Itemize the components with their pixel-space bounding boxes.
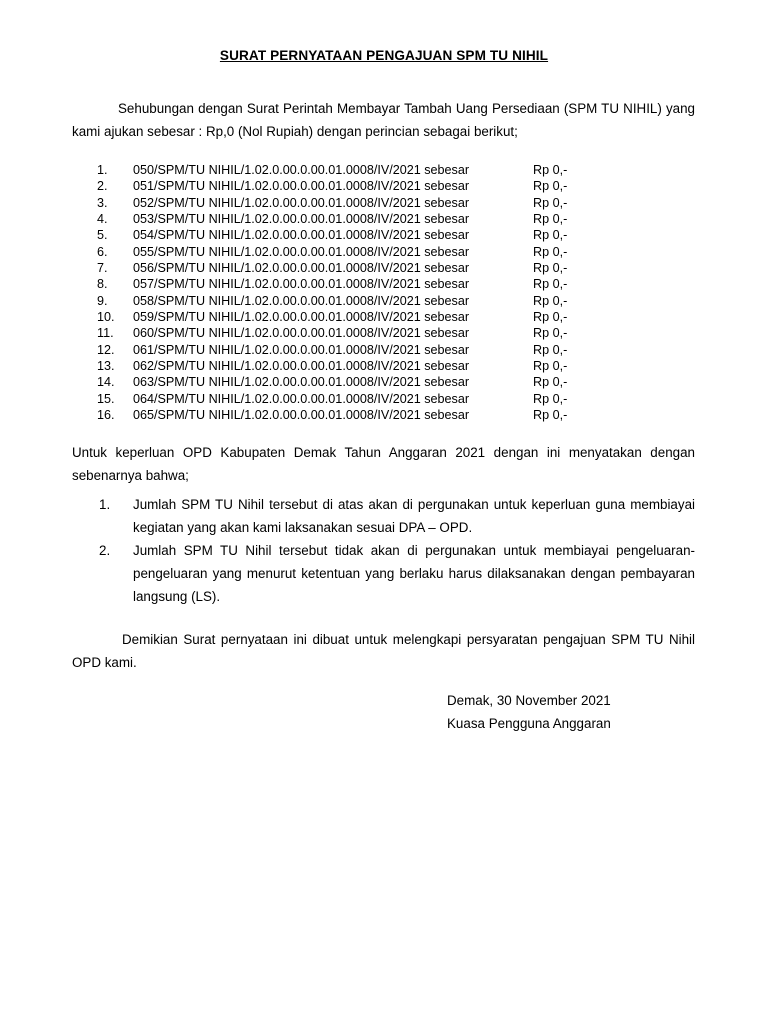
spm-reference: 058/SPM/TU NIHIL/1.02.0.00.0.00.01.0008/IV/2021 sebesar: [133, 293, 470, 308]
spm-reference: 050/SPM/TU NIHIL/1.02.0.00.0.00.01.0008/IV/2021 sebesar: [133, 163, 470, 177]
item-number: 16.: [97, 408, 115, 423]
spm-reference: 061/SPM/TU NIHIL/1.02.0.00.0.00.01.0008/IV/2021 sebesar: [133, 342, 470, 357]
spm-reference: 057/SPM/TU NIHIL/1.02.0.00.0.00.01.0008/IV/2021 sebesar: [133, 277, 470, 292]
spm-amount: Rp 0,-: [533, 293, 568, 308]
spm-amount: Rp 0,-: [533, 195, 568, 210]
list-item: [72, 309, 695, 325]
statement-text: Jumlah SPM TU Nihil tersebut tidak akan di pergunakan untuk membiayai pengeluaran-pengeluaran yang menurut ketentuan yang berlaku harus dilaksanakan dengan pembayaran langsung (LS).: [133, 543, 695, 604]
list-item: [72, 162, 695, 178]
item-number: 4.: [97, 212, 108, 227]
spm-reference: 063/SPM/TU NIHIL/1.02.0.00.0.00.01.0008/IV/2021 sebesar: [133, 375, 470, 390]
list-item: [72, 342, 695, 358]
list-item: [72, 276, 695, 292]
list-item: [72, 293, 695, 309]
item-number: 13.: [97, 359, 115, 374]
list-item: [72, 195, 695, 211]
statement-list: [72, 493, 695, 608]
statement-item: [72, 493, 695, 539]
list-item: [72, 358, 695, 374]
spm-list: [72, 162, 695, 424]
item-number: 15.: [97, 391, 115, 406]
spm-reference: 054/SPM/TU NIHIL/1.02.0.00.0.00.01.0008/IV/2021 sebesar: [133, 228, 470, 243]
spm-reference: 052/SPM/TU NIHIL/1.02.0.00.0.00.01.0008/IV/2021 sebesar: [133, 195, 470, 210]
list-item: [72, 374, 695, 390]
list-item: [72, 391, 695, 407]
spm-amount: Rp 0,-: [533, 342, 568, 357]
place-date: Demak, 30 November 2021: [447, 693, 611, 708]
spm-amount: Rp 0,-: [533, 212, 568, 227]
closing-paragraph: Demikian Surat pernyataan ini dibuat untuk melengkapi persyaratan pengajuan SPM TU Nihil OPD kami.: [72, 632, 695, 670]
spm-amount: Rp 0,-: [533, 228, 568, 243]
list-item: [72, 227, 695, 243]
item-number: 11.: [97, 326, 114, 341]
item-number: 9.: [97, 293, 108, 308]
list-item: [72, 244, 695, 260]
statement-number: 2.: [99, 543, 111, 558]
spm-reference: 056/SPM/TU NIHIL/1.02.0.00.0.00.01.0008/IV/2021 sebesar: [133, 261, 470, 276]
spm-amount: Rp 0,-: [533, 408, 568, 423]
statement-text: Jumlah SPM TU Nihil tersebut di atas akan di pergunakan untuk keperluan guna membiayai kegiatan yang akan kami laksanakan sesuai DPA – OPD.: [133, 497, 695, 535]
list-item: [72, 407, 695, 423]
spm-amount: Rp 0,-: [533, 179, 568, 194]
spm-amount: Rp 0,-: [533, 244, 568, 259]
signatory-title: Kuasa Pengguna Anggaran: [447, 716, 611, 731]
list-item: [72, 260, 695, 276]
item-number: 8.: [97, 277, 108, 292]
intro-paragraph: Sehubungan dengan Surat Perintah Membayar Tambah Uang Persediaan (SPM TU NIHIL) yang kami ajukan sebesar : Rp,0 (Nol Rupiah) dengan perincian sebagai berikut;: [72, 101, 695, 139]
spm-reference: 053/SPM/TU NIHIL/1.02.0.00.0.00.01.0008/IV/2021 sebesar: [133, 212, 470, 227]
item-number: 14.: [97, 375, 115, 390]
item-number: 7.: [97, 261, 108, 276]
spm-amount: Rp 0,-: [533, 326, 568, 341]
spm-amount: Rp 0,-: [533, 359, 568, 374]
item-number: 2.: [97, 179, 108, 194]
spm-amount: Rp 0,-: [533, 391, 568, 406]
spm-amount: Rp 0,-: [533, 375, 568, 390]
document-title: SURAT PERNYATAAN PENGAJUAN SPM TU NIHIL: [219, 48, 549, 63]
signature-block: [447, 689, 611, 735]
spm-amount: Rp 0,-: [533, 277, 568, 292]
list-item: [72, 325, 695, 341]
item-number: 10.: [97, 310, 115, 325]
spm-amount: Rp 0,-: [533, 163, 568, 177]
spm-reference: 055/SPM/TU NIHIL/1.02.0.00.0.00.01.0008/IV/2021 sebesar: [133, 244, 470, 259]
list-item: [72, 178, 695, 194]
spm-reference: 064/SPM/TU NIHIL/1.02.0.00.0.00.01.0008/IV/2021 sebesar: [133, 391, 470, 406]
item-number: 1.: [97, 163, 108, 177]
statement-item: [72, 539, 695, 608]
item-number: 6.: [97, 244, 108, 259]
spm-reference: 059/SPM/TU NIHIL/1.02.0.00.0.00.01.0008/IV/2021 sebesar: [133, 310, 470, 325]
spm-reference: 062/SPM/TU NIHIL/1.02.0.00.0.00.01.0008/IV/2021 sebesar: [133, 359, 470, 374]
item-number: 12.: [97, 342, 115, 357]
spm-reference: 060/SPM/TU NIHIL/1.02.0.00.0.00.01.0008/IV/2021 sebesar: [133, 326, 470, 341]
spm-reference: 065/SPM/TU NIHIL/1.02.0.00.0.00.01.0008/IV/2021 sebesar: [133, 408, 470, 423]
spm-reference: 051/SPM/TU NIHIL/1.02.0.00.0.00.01.0008/IV/2021 sebesar: [133, 179, 470, 194]
spm-amount: Rp 0,-: [533, 310, 568, 325]
purpose-paragraph: Untuk keperluan OPD Kabupaten Demak Tahun Anggaran 2021 dengan ini menyatakan dengan sebenarnya bahwa;: [72, 445, 695, 483]
statement-number: 1.: [99, 497, 111, 512]
list-item: [72, 211, 695, 227]
item-number: 3.: [97, 195, 108, 210]
item-number: 5.: [97, 228, 108, 243]
spm-amount: Rp 0,-: [533, 261, 568, 276]
